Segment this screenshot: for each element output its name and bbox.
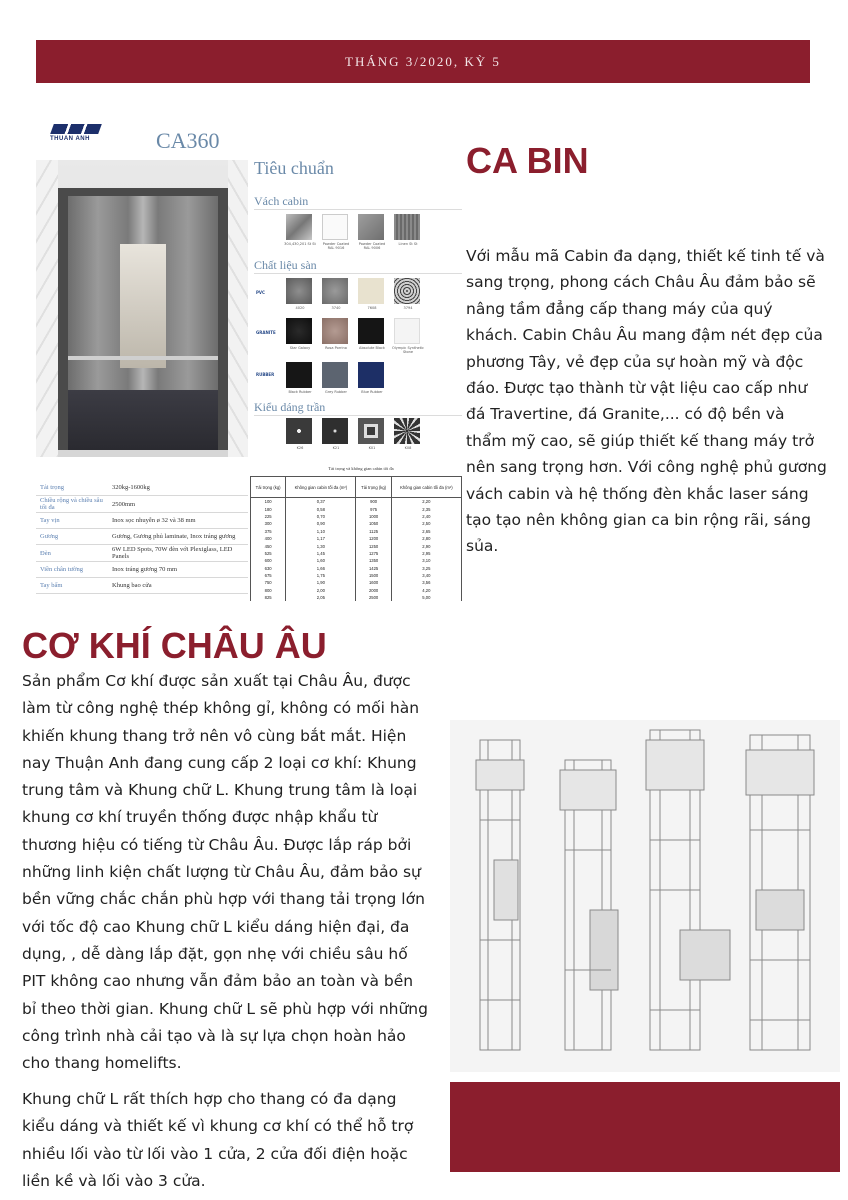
mechanical-paragraph-2: Khung chữ L rất thích hợp cho thang có đa dạng kiểu dáng và thiết kế vì khung cơ khí có thể hỗ trợ nhiều lối vào từ lối vào 1 cửa, 2 cửa đối điện hoặc liền kề và lối vào 3 cửa. (22, 1090, 414, 1190)
swatch-white (322, 214, 348, 240)
load-row (251, 565, 462, 572)
load-cell: 3,10 (391, 557, 461, 564)
spec-key: Đèn (36, 545, 108, 562)
swatch-granite-4 (394, 318, 420, 344)
floor-section-title: Chất liệu sàn (254, 258, 462, 274)
frame-drawing-4 (746, 735, 814, 1050)
load-cell: 0,70 (286, 513, 356, 520)
load-cell: 1,60 (286, 557, 356, 564)
load-cell: 225 (251, 513, 286, 520)
cabin-mirror (120, 244, 166, 368)
load-cell: 0,37 (286, 498, 356, 506)
swatch-caption: K21 (332, 446, 340, 450)
load-cell: 100 (251, 498, 286, 506)
spec-table (36, 480, 248, 594)
cabin-catalog-sheet (36, 120, 466, 605)
load-cell: 2,35 (391, 505, 461, 512)
load-cell: 2000 (356, 587, 391, 594)
load-row (251, 505, 462, 512)
spec-value: Inox tráng gương 70 mm (108, 562, 248, 578)
load-row (251, 535, 462, 542)
load-table-caption: Tải trọng và không gian cabin tối đa (328, 466, 394, 471)
swatch-caption: Powder Coated RAL 9016 (322, 242, 350, 250)
load-cell: 1200 (356, 535, 391, 542)
swatch-linen (394, 214, 420, 240)
load-cell: 3,56 (391, 579, 461, 586)
swatch-grey (358, 214, 384, 240)
load-cell: 2500 (356, 594, 391, 601)
frame-drawing-1 (476, 740, 524, 1050)
load-cell: 1500 (356, 572, 391, 579)
load-row (251, 550, 462, 557)
mechanical-heading: CƠ KHÍ CHÂU ÂU (22, 625, 327, 666)
pvc-swatches (286, 278, 420, 304)
cabin-handrail (68, 356, 218, 360)
swatch-pvc-2 (322, 278, 348, 304)
swatch-caption: Black Rubber (288, 390, 312, 394)
spec-value: 320kg-1600kg (108, 480, 248, 496)
frame-drawing-2 (560, 760, 618, 1050)
spec-key: Tải trọng (36, 480, 108, 496)
load-cell: 1275 (356, 550, 391, 557)
load-cell: 1600 (356, 579, 391, 586)
standard-title: Tiêu chuẩn (254, 158, 334, 178)
load-cell: 600 (251, 557, 286, 564)
load-cell: 1125 (356, 528, 391, 535)
swatch-pvc-1 (286, 278, 312, 304)
swatch-caption: Blue Rubber (361, 390, 383, 394)
load-cell: 2,80 (391, 535, 461, 542)
spec-value: Gương, Gương phủ laminate, Inox tráng gương (108, 529, 248, 545)
swatch-ceiling-2 (322, 418, 348, 444)
wall-swatches (286, 214, 420, 240)
load-cell: 180 (251, 505, 286, 512)
load-cell: 1,45 (286, 550, 356, 557)
load-cell: 1425 (356, 565, 391, 572)
load-cell: 2,20 (391, 498, 461, 506)
area-header: Không gian cabin tối đa (m²) (391, 477, 461, 498)
spec-row (36, 562, 248, 578)
load-cell: 2,95 (391, 550, 461, 557)
accent-block (450, 1082, 840, 1172)
load-cell: 825 (251, 594, 286, 601)
marble-wall-left (36, 160, 58, 457)
load-header: Tải trọng (kg) (251, 477, 286, 498)
load-row (251, 557, 462, 564)
cabin-photo (36, 160, 248, 457)
load-cell: 1050 (356, 520, 391, 527)
load-cell: 5,00 (391, 594, 461, 601)
cabin-paragraph: Với mẫu mã Cabin đa dạng, thiết kế tinh tế và sang trọng, phong cách Châu Âu đảm bảo sẽ nâng tầm đẳng cấp thang máy của quý khách. Cabin Châu Âu mang đậm nét đẹp của phương Tây, vẻ đẹp của sự hoàn mỹ và độc đáo. Được tạo thành từ vật liệu cao cấp như đá Travertine, đá Granite,... có độ bền và thẩm mỹ cao, sẽ giúp thiết kế thang máy trở nên sang trọng hơn. Với công nghệ phủ gương vách cabin và hệ thống đèn khắc laser sáng tạo tạo nên không gian ca bin rộng rãi, sáng sủa. (466, 247, 827, 556)
load-row (251, 587, 462, 594)
issue-banner (36, 40, 810, 83)
load-cell: 1,66 (286, 565, 356, 572)
frame-drawing-3 (646, 730, 730, 1050)
load-cell: 3,40 (391, 572, 461, 579)
load-cell: 525 (251, 550, 286, 557)
swatch-granite-1 (286, 318, 312, 344)
load-row (251, 498, 462, 506)
spec-value: Inox sọc nhuyễn ø 32 và 38 mm (108, 513, 248, 529)
swatch-pvc-4 (394, 278, 420, 304)
swatch-caption: Absolute Black (359, 346, 385, 350)
load-cell: 2,90 (391, 542, 461, 549)
spec-row (36, 545, 248, 562)
ceiling-section-title: Kiểu dáng trần (254, 400, 462, 416)
load-header: Tải trọng (kg) (356, 477, 391, 498)
swatch-caption: 3740 (331, 306, 341, 310)
spec-value: 2500mm (108, 496, 248, 513)
elevator-frame-drawing (450, 720, 840, 1072)
rail-structure-illustration (450, 720, 840, 1072)
area-header: Không gian cabin tối đa (m²) (286, 477, 356, 498)
swatch-caption: 4020 (295, 306, 305, 310)
walls-section-title: Vách cabin (254, 194, 462, 210)
load-row (251, 520, 462, 527)
swatch-caption: Olympic Synthetic Stone (392, 346, 424, 354)
swatch-caption: Linen St St (398, 242, 418, 246)
swatch-caption: Rosa Porrino (325, 346, 347, 350)
swatch-caption: K08 (404, 446, 412, 450)
load-cell: 1350 (356, 557, 391, 564)
spec-key: Viền chân tường (36, 562, 108, 578)
swatch-caption: 304,430,201 St St (284, 242, 316, 246)
spec-row (36, 529, 248, 545)
spec-value: Khung bao cửa (108, 578, 248, 594)
load-table (250, 476, 462, 601)
swatch-caption: Powder Coated RAL 9006 (358, 242, 386, 250)
swatch-granite-2 (322, 318, 348, 344)
spec-value: 6W LED Spots, 70W đèn với Plexiglass, LED Panels (108, 545, 248, 562)
spec-key: Tay vịn (36, 513, 108, 529)
model-name: CA360 (156, 128, 220, 153)
load-cell: 1,10 (286, 528, 356, 535)
swatch-granite-3 (358, 318, 384, 344)
mechanical-paragraph: Sản phẩm Cơ khí được sản xuất tại Châu Âu, được làm từ công nghệ thép không gỉ, không có mối hàn khiến khung thang trở nên vô cùng bắt mắt. Hiện nay Thuận Anh đang cung cấp 2 loại cơ khí: Khung trung tâm và Khung chữ L. Khung trung tâm là loại khung cơ khí truyền thống được nhập khẩu từ thương hiệu có tiếng từ Châu Âu. Được lắp ráp bởi những linh kiện chất lượng từ Châu Âu, đảm bảo sự bền vững chắc chắn phù hợp với thang tải trọng lớn với tốc độ cao Khung chữ L kiểu dáng hiện đại, đa dụng, , dễ dàng lắp đặt, gọn nhẹ với chiều sâu hố PIT không cao nhưng vẫn đảm bảo an toàn và bền bỉ theo thời gian. Khung chữ L sẽ phù hợp với những công trình nhà cải tạo và là sự lựa chọn hoàn hảo cho thang homelifts. (22, 672, 428, 1073)
swatch-ceiling-3 (358, 418, 384, 444)
load-row (251, 513, 462, 520)
logo-mark-icon (50, 124, 102, 134)
spec-key: Gương (36, 529, 108, 545)
load-cell: 0,90 (286, 520, 356, 527)
swatch-pvc-3 (358, 278, 384, 304)
swatch-rubber-black (286, 362, 312, 388)
load-cell: 4,20 (391, 587, 461, 594)
load-row (251, 579, 462, 586)
load-cell: 2,65 (391, 528, 461, 535)
rubber-swatches (286, 362, 384, 388)
spec-row (36, 513, 248, 529)
load-cell: 750 (251, 579, 286, 586)
floor-row-tag: RUBBER (256, 372, 275, 377)
swatch-caption: Star Galaxy (289, 346, 311, 350)
swatch-ceiling-4 (394, 418, 420, 444)
swatch-caption: 7608 (367, 306, 377, 310)
load-cell: 400 (251, 535, 286, 542)
load-cell: 1,90 (286, 579, 356, 586)
load-cell: 3,25 (391, 565, 461, 572)
load-cell: 675 (251, 572, 286, 579)
spec-key: Chiều rộng và chiều sâu tối đa (36, 496, 108, 513)
marble-wall-right (228, 160, 248, 457)
swatch-stainless (286, 214, 312, 240)
floor-row-tag: PVC (256, 290, 265, 295)
floor-row-tag: GRANITE (256, 330, 276, 335)
swatch-caption: K01 (368, 446, 376, 450)
load-cell: 2,05 (286, 594, 356, 601)
logo-text: THUAN ANH (50, 136, 90, 142)
swatch-caption: Grey Rubber (325, 390, 347, 394)
swatch-rubber-blue (358, 362, 384, 388)
ceiling-swatches (286, 418, 420, 444)
load-cell: 1000 (356, 513, 391, 520)
spec-row (36, 496, 248, 513)
granite-swatches (286, 318, 420, 344)
load-cell: 1,30 (286, 542, 356, 549)
cabin-heading: CA BIN (466, 140, 589, 181)
load-cell: 375 (251, 528, 286, 535)
load-cell: 300 (251, 520, 286, 527)
cabin-door-frame (58, 188, 228, 450)
load-cell: 1250 (356, 542, 391, 549)
load-cell: 0,58 (286, 505, 356, 512)
load-cell: 2,50 (391, 520, 461, 527)
load-cell: 1,17 (286, 535, 356, 542)
load-cell: 900 (356, 498, 391, 506)
spec-row (36, 480, 248, 496)
load-row (251, 594, 462, 601)
issue-label: THÁNG 3/2020, KỲ 5 (345, 53, 501, 69)
swatch-caption: 3794 (403, 306, 413, 310)
load-cell: 975 (356, 505, 391, 512)
swatch-caption: K26 (296, 446, 304, 450)
load-row (251, 542, 462, 549)
load-row (251, 528, 462, 535)
load-cell: 2,40 (391, 513, 461, 520)
swatch-ceiling-1 (286, 418, 312, 444)
load-cell: 450 (251, 542, 286, 549)
load-cell: 2,00 (286, 587, 356, 594)
load-cell: 1,75 (286, 572, 356, 579)
swatch-rubber-grey (322, 362, 348, 388)
spec-key: Tay bấm (36, 578, 108, 594)
load-row (251, 572, 462, 579)
spec-row (36, 578, 248, 594)
load-cell: 800 (251, 587, 286, 594)
cabin-interior (68, 196, 218, 450)
load-cell: 630 (251, 565, 286, 572)
brand-logo (50, 124, 102, 146)
cabin-floor (68, 390, 218, 450)
